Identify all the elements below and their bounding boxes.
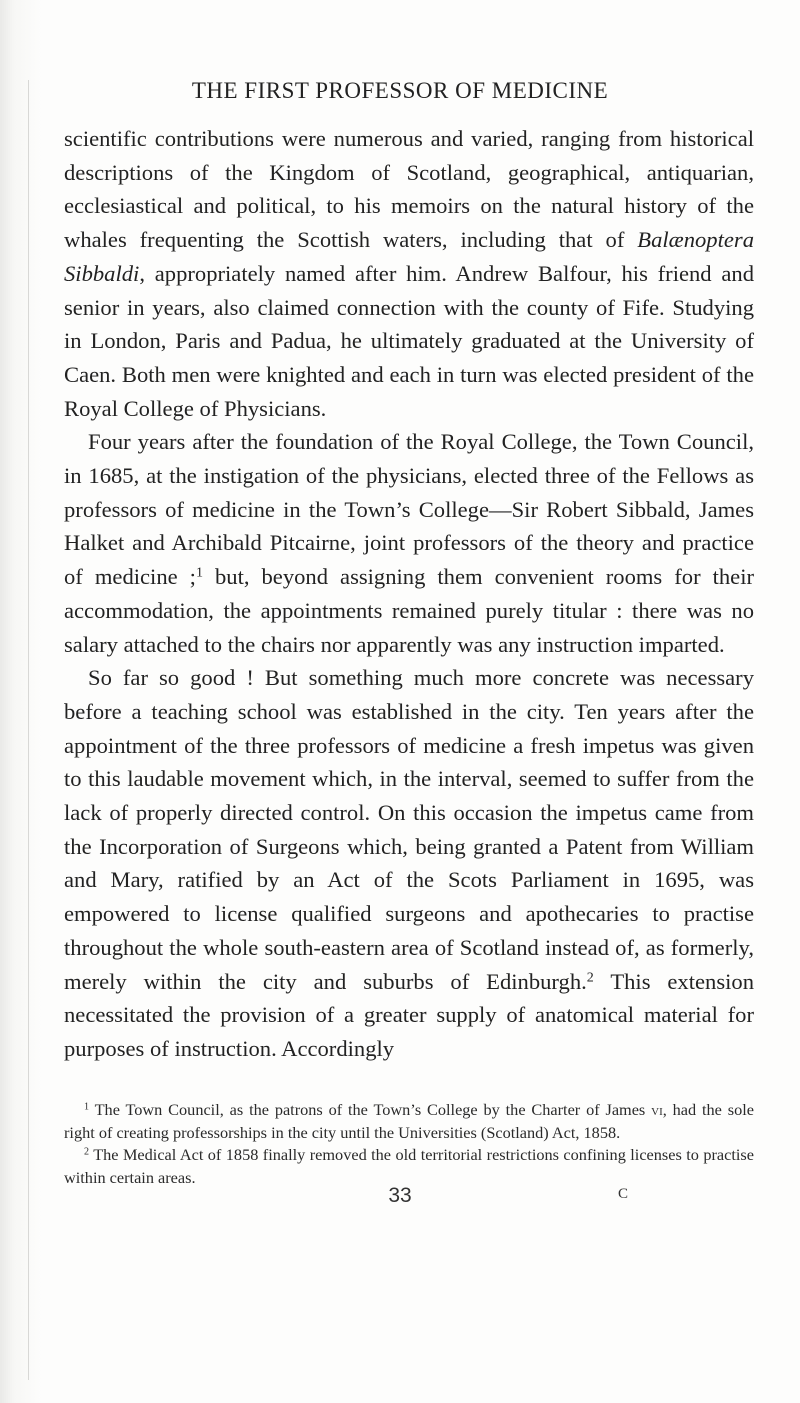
paragraph-1 <box>64 122 754 425</box>
footnote-1-text-b: , had the sole right of creating professorships in the city until the Universities (Scotland) Act, 1858. <box>64 1100 754 1142</box>
paragraph-3-text-b: This extension necessitated the provision of a greater supply of anatomical material for purposes of instruction. Accordingly <box>64 968 754 1061</box>
footnote-ref-1[interactable]: 1 <box>195 565 203 581</box>
footnote-1-regnal-number: vi <box>651 1100 663 1119</box>
paragraph-2 <box>64 425 754 661</box>
footnote-1-text-a: The Town Council, as the patrons of the Town’s College by the Charter of James <box>89 1100 652 1119</box>
footnote-2-text: The Medical Act of 1858 finally removed the old territorial restrictions confining licenses to practise within certain areas. <box>64 1145 754 1188</box>
running-head: THE FIRST PROFESSOR OF MEDICINE <box>191 78 609 103</box>
paragraph-1-text-a: scientific contributions were numerous and varied, ranging from historical descriptions of the Kingdom of Scotland, geographical, antiquarian, ecclesiastical and political, to his memoirs on the natural history of the whales frequenting the Scottish waters, including that of <box>64 126 754 253</box>
footnote-2 <box>64 1144 754 1189</box>
footnote-1-number: 1 <box>84 1101 90 1113</box>
paragraph-3-text-a: So far so good ! But something much more concrete was necessary before a teaching school was established in the city. Ten years after the appointment of the three professors of medicine a fresh impetus was given to this laudable movement which, in the interval, seemed to suffer from the lack of properly directed control. On this occasion the impetus came from the Incorporation of Surgeons which, being granted a Patent from William and Mary, ratified by an Act of the Scots Parliament in 1695, was empowered to license qualified surgeons and apothecaries to practise throughout the whole south-eastern area of Scotland instead of, as formerly, merely within the city and suburbs of Edinburgh. <box>64 665 754 994</box>
species-name: Balænoptera Sibbaldi <box>64 227 754 286</box>
body-text <box>64 122 754 1066</box>
paragraph-3 <box>64 661 754 1065</box>
paragraph-1-text-b: , appropriately named after him. Andrew Balfour, his friend and senior in years, also claimed connection with the county of Fife. Studying in London, Paris and Padua, he ultimately graduated at the University of Caen. Both men were knighted and each in turn was elected president of the Royal College of Physicians. <box>64 260 754 421</box>
paragraph-2-text-a: Four years after the foundation of the Royal College, the Town Council, in 1685, at the instigation of the physicians, elected three of the Fellows as professors of medicine in the Town’s College—Sir Robert Sibbald, James Halket and Archibald Pitcairne, joint professors of the theory and practice of medicine ; <box>64 429 754 590</box>
page-number: 33 <box>388 1184 412 1207</box>
footnote-ref-2[interactable]: 2 <box>586 969 594 985</box>
paragraph-2-text-b: but, beyond assigning them convenient rooms for their accommodation, the appointments remained purely titular : there was no salary attached to the chairs nor apparently was any instruction imparted. <box>64 564 755 657</box>
footnote-1 <box>64 1099 754 1144</box>
signature-mark: C <box>618 1186 629 1202</box>
footnote-2-number: 2 <box>84 1146 90 1158</box>
footnotes <box>64 1099 754 1190</box>
